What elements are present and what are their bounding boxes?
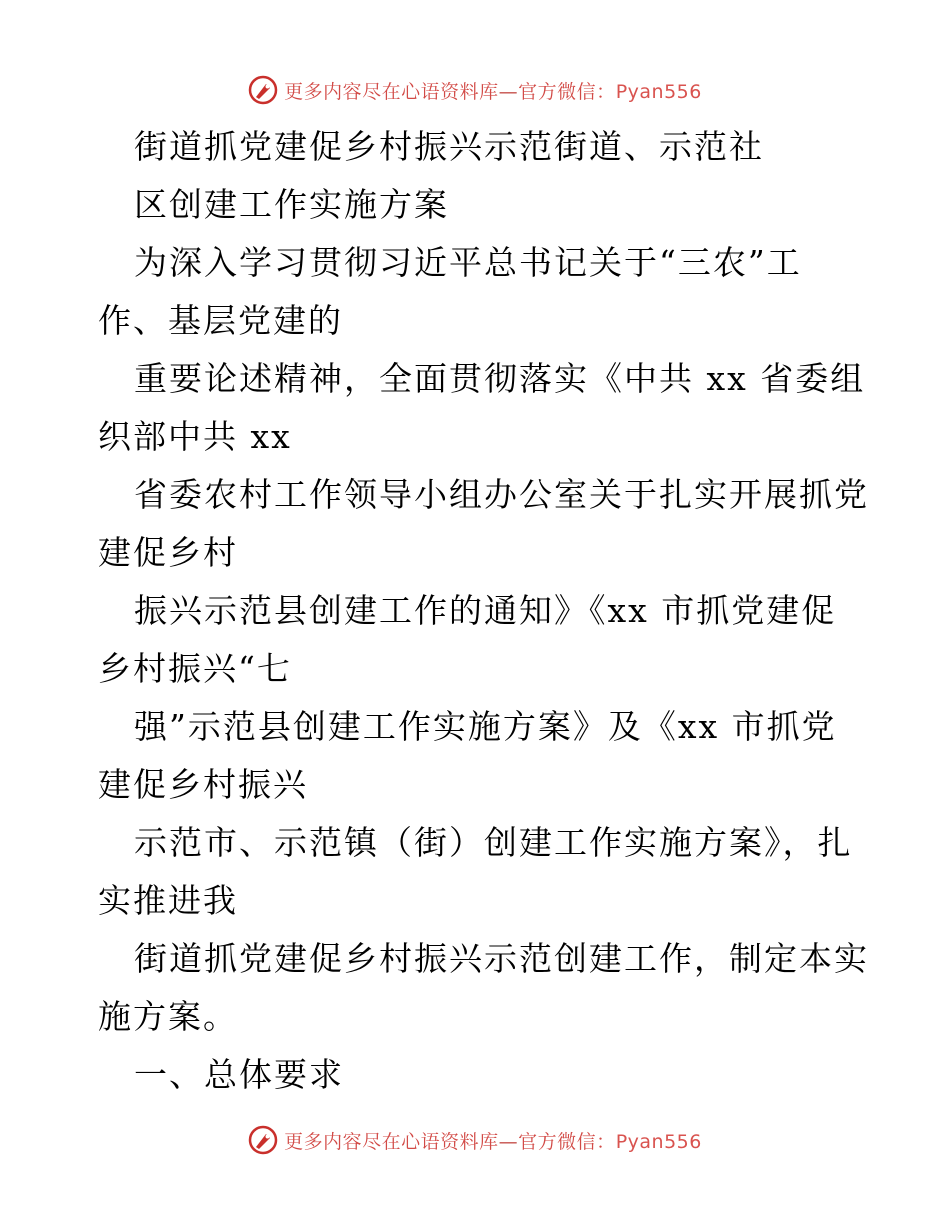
pen-nib-logo-icon bbox=[248, 1125, 278, 1155]
paragraph-line: 街道抓党建促乡村振兴示范创建工作，制定本实 bbox=[134, 939, 869, 978]
header-watermark bbox=[0, 72, 950, 108]
title-line-2: 区创建工作实施方案 bbox=[134, 185, 449, 224]
watermark-text: 更多内容尽在心语资料库—官方微信：Pyan556 bbox=[284, 1130, 702, 1153]
paragraph-line: 实推进我 bbox=[98, 881, 238, 920]
document-body bbox=[98, 118, 868, 1104]
paragraph-line: 建促乡村 bbox=[98, 533, 238, 572]
pen-nib-logo-icon bbox=[248, 75, 278, 105]
paragraph-line: 建促乡村振兴 bbox=[98, 765, 308, 804]
section-heading: 一、总体要求 bbox=[134, 1055, 344, 1094]
paragraph-line: 示范市、示范镇（街）创建工作实施方案》，扎 bbox=[134, 823, 853, 862]
watermark-text: 更多内容尽在心语资料库—官方微信：Pyan556 bbox=[284, 80, 702, 103]
paragraph-line: 施方案。 bbox=[98, 997, 238, 1036]
footer-watermark bbox=[0, 1122, 950, 1158]
paragraph-line: 省委农村工作领导小组办公室关于扎实开展抓党 bbox=[134, 475, 869, 514]
title-line-1: 街道抓党建促乡村振兴示范街道、示范社 bbox=[134, 127, 764, 166]
paragraph-line: 作、基层党建的 bbox=[98, 301, 343, 340]
paragraph-line: 强”示范县创建工作实施方案》及《xx 市抓党 bbox=[134, 707, 837, 746]
paragraph-line: 重要论述精神，全面贯彻落实《中共 xx 省委组 bbox=[134, 359, 866, 398]
paragraph-line: 为深入学习贯彻习近平总书记关于“三农”工 bbox=[134, 243, 802, 282]
paragraph-line: 乡村振兴“七 bbox=[98, 649, 292, 688]
paragraph-line: 振兴示范县创建工作的通知》《xx 市抓党建促 bbox=[134, 591, 837, 630]
paragraph-line: 织部中共 xx bbox=[98, 417, 292, 456]
